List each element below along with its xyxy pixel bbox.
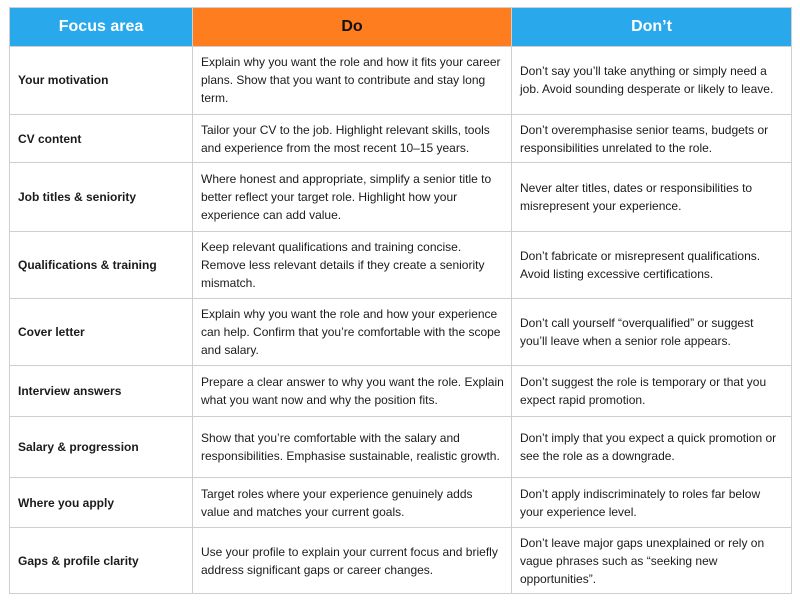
do-cell: Show that you’re comfortable with the salary and responsibilities. Emphasise sustainable, realistic growth. — [193, 416, 512, 478]
table-row — [10, 163, 792, 232]
dont-cell: Don’t apply indiscriminately to roles far below your experience level. — [512, 478, 792, 528]
header-dont: Don’t — [512, 8, 792, 47]
do-cell: Target roles where your experience genuinely adds value and matches your current goals. — [193, 478, 512, 528]
focus-area-cell: Cover letter — [10, 299, 193, 366]
header-row — [10, 8, 792, 47]
table-row — [10, 114, 792, 163]
focus-area-cell: Salary & progression — [10, 416, 193, 478]
table-row — [10, 528, 792, 594]
do-dont-table — [9, 7, 792, 594]
table-row — [10, 232, 792, 299]
focus-area-cell: Interview answers — [10, 366, 193, 417]
focus-area-cell: Qualifications & training — [10, 232, 193, 299]
do-cell: Tailor your CV to the job. Highlight relevant skills, tools and experience from the most recent 10–15 years. — [193, 114, 512, 163]
dont-cell: Don’t call yourself “overqualified” or suggest you’ll leave when a senior role appears. — [512, 299, 792, 366]
do-cell: Where honest and appropriate, simplify a senior title to better reflect your target role. Highlight how your experience can add value. — [193, 163, 512, 232]
header-do: Do — [193, 8, 512, 47]
do-cell: Explain why you want the role and how it fits your career plans. Show that you want to contribute and stay long term. — [193, 47, 512, 115]
focus-area-cell: Gaps & profile clarity — [10, 528, 193, 594]
table-row — [10, 416, 792, 478]
table-header — [10, 8, 792, 47]
dont-cell: Don’t leave major gaps unexplained or rely on vague phrases such as “seeking new opportunities”. — [512, 528, 792, 594]
dont-cell: Don’t fabricate or misrepresent qualifications. Avoid listing excessive certifications. — [512, 232, 792, 299]
dont-cell: Don’t suggest the role is temporary or that you expect rapid promotion. — [512, 366, 792, 417]
dont-cell: Don’t imply that you expect a quick promotion or see the role as a downgrade. — [512, 416, 792, 478]
do-cell: Keep relevant qualifications and training concise. Remove less relevant details if they create a seniority mismatch. — [193, 232, 512, 299]
table-row — [10, 366, 792, 417]
do-cell: Prepare a clear answer to why you want the role. Explain what you want now and why the position fits. — [193, 366, 512, 417]
focus-area-cell: Where you apply — [10, 478, 193, 528]
dont-cell: Don’t say you’ll take anything or simply need a job. Avoid sounding desperate or likely to leave. — [512, 47, 792, 115]
do-cell: Explain why you want the role and how your experience can help. Confirm that you’re comfortable with the scope and salary. — [193, 299, 512, 366]
focus-area-cell: Your motivation — [10, 47, 193, 115]
dont-cell: Never alter titles, dates or responsibilities to misrepresent your experience. — [512, 163, 792, 232]
focus-area-cell: CV content — [10, 114, 193, 163]
table-row — [10, 47, 792, 115]
focus-area-cell: Job titles & seniority — [10, 163, 193, 232]
do-cell: Use your profile to explain your current focus and briefly address significant gaps or career changes. — [193, 528, 512, 594]
dont-cell: Don’t overemphasise senior teams, budgets or responsibilities unrelated to the role. — [512, 114, 792, 163]
table-body — [10, 47, 792, 594]
header-focus-area: Focus area — [10, 8, 193, 47]
guidance-table-container — [9, 7, 791, 594]
table-row — [10, 299, 792, 366]
table-row — [10, 478, 792, 528]
